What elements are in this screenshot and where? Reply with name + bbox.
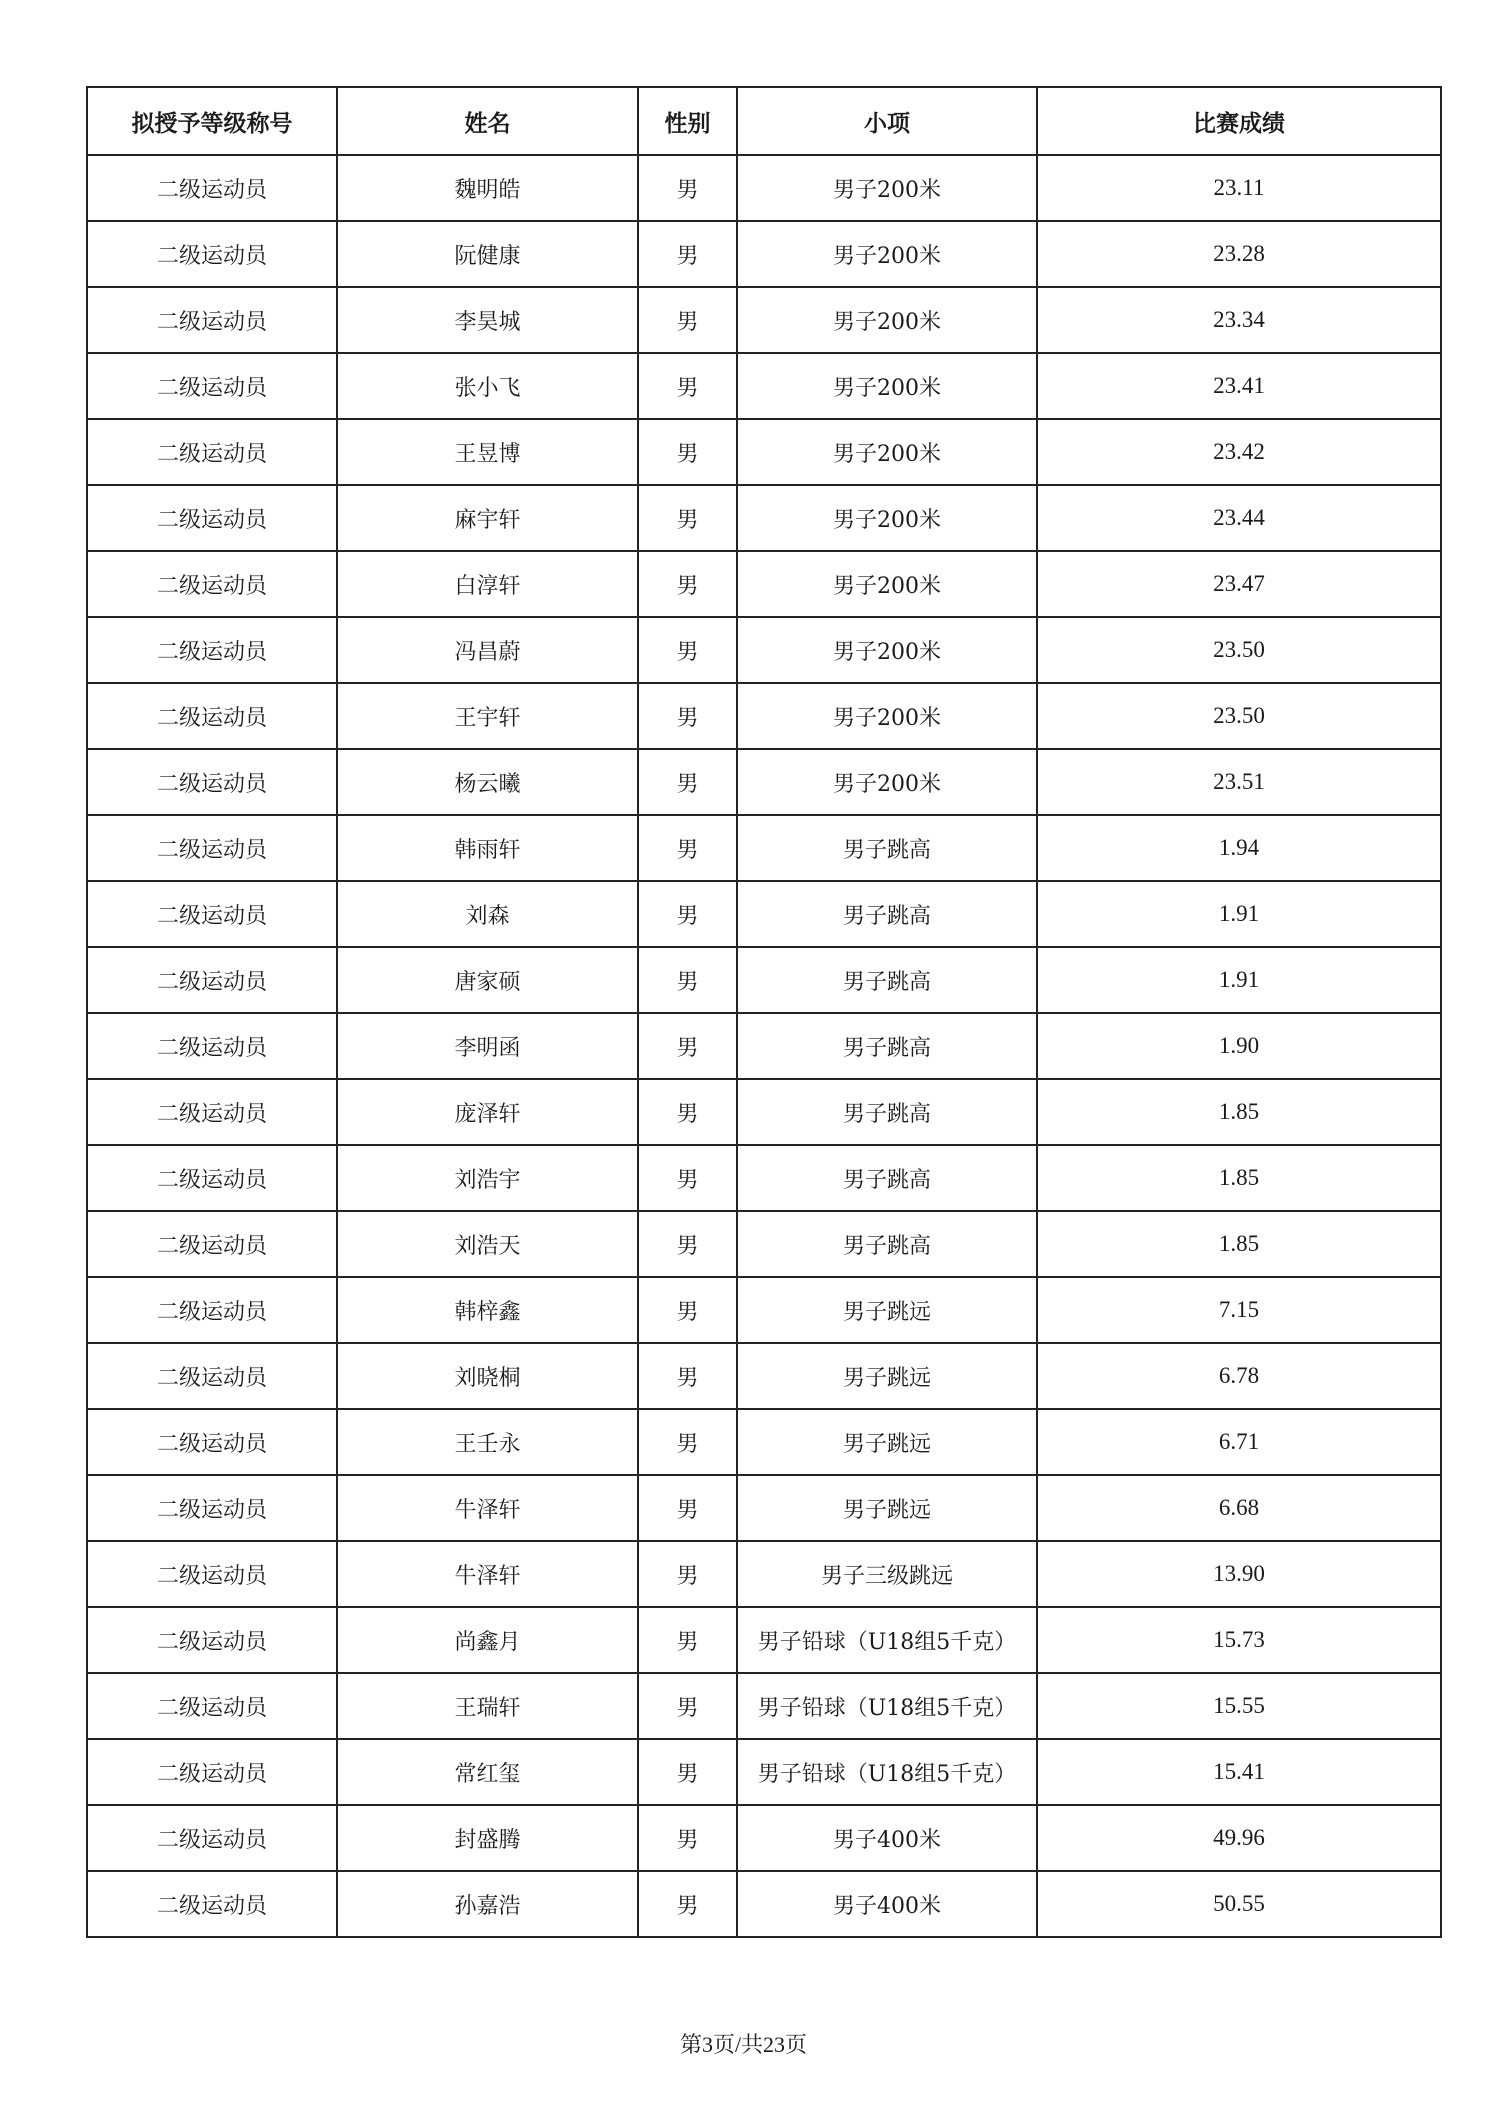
cell-title-level: 二级运动员 xyxy=(87,1211,337,1277)
cell-event: 男子200米 xyxy=(737,683,1037,749)
cell-score: 6.78 xyxy=(1037,1343,1441,1409)
table-row xyxy=(87,815,1441,881)
cell-name: 白淳轩 xyxy=(337,551,638,617)
cell-title-level: 二级运动员 xyxy=(87,1541,337,1607)
cell-title-level: 二级运动员 xyxy=(87,221,337,287)
cell-name: 牛泽轩 xyxy=(337,1541,638,1607)
table-row xyxy=(87,947,1441,1013)
cell-name: 王宇轩 xyxy=(337,683,638,749)
cell-event: 男子400米 xyxy=(737,1805,1037,1871)
cell-event: 男子铅球（U18组5千克） xyxy=(737,1673,1037,1739)
cell-gender: 男 xyxy=(638,1673,737,1739)
table-row xyxy=(87,551,1441,617)
cell-gender: 男 xyxy=(638,1739,737,1805)
cell-name: 牛泽轩 xyxy=(337,1475,638,1541)
cell-score: 23.41 xyxy=(1037,353,1441,419)
cell-event: 男子跳高 xyxy=(737,815,1037,881)
cell-name: 李昊城 xyxy=(337,287,638,353)
table-row xyxy=(87,1211,1441,1277)
cell-name: 孙嘉浩 xyxy=(337,1871,638,1937)
cell-title-level: 二级运动员 xyxy=(87,419,337,485)
cell-score: 7.15 xyxy=(1037,1277,1441,1343)
cell-score: 15.73 xyxy=(1037,1607,1441,1673)
cell-title-level: 二级运动员 xyxy=(87,1013,337,1079)
cell-name: 尚鑫月 xyxy=(337,1607,638,1673)
cell-title-level: 二级运动员 xyxy=(87,287,337,353)
cell-score: 1.91 xyxy=(1037,881,1441,947)
cell-event: 男子跳高 xyxy=(737,1079,1037,1145)
cell-gender: 男 xyxy=(638,155,737,221)
cell-name: 庞泽轩 xyxy=(337,1079,638,1145)
cell-score: 6.71 xyxy=(1037,1409,1441,1475)
table-row xyxy=(87,287,1441,353)
cell-score: 1.90 xyxy=(1037,1013,1441,1079)
table-row xyxy=(87,353,1441,419)
table-row xyxy=(87,221,1441,287)
cell-gender: 男 xyxy=(638,221,737,287)
table-row xyxy=(87,1805,1441,1871)
cell-event: 男子400米 xyxy=(737,1871,1037,1937)
cell-gender: 男 xyxy=(638,419,737,485)
cell-score: 23.50 xyxy=(1037,683,1441,749)
cell-score: 1.85 xyxy=(1037,1079,1441,1145)
cell-title-level: 二级运动员 xyxy=(87,1409,337,1475)
table-row xyxy=(87,749,1441,815)
cell-event: 男子200米 xyxy=(737,221,1037,287)
cell-gender: 男 xyxy=(638,353,737,419)
cell-event: 男子跳高 xyxy=(737,881,1037,947)
cell-score: 23.28 xyxy=(1037,221,1441,287)
table-header-row xyxy=(87,87,1441,155)
cell-score: 13.90 xyxy=(1037,1541,1441,1607)
table-row xyxy=(87,1871,1441,1937)
table-row xyxy=(87,683,1441,749)
cell-event: 男子跳高 xyxy=(737,1145,1037,1211)
table-row xyxy=(87,881,1441,947)
cell-name: 杨云曦 xyxy=(337,749,638,815)
cell-name: 常红玺 xyxy=(337,1739,638,1805)
cell-gender: 男 xyxy=(638,1079,737,1145)
cell-event: 男子200米 xyxy=(737,485,1037,551)
cell-event: 男子跳远 xyxy=(737,1475,1037,1541)
cell-title-level: 二级运动员 xyxy=(87,881,337,947)
cell-gender: 男 xyxy=(638,485,737,551)
cell-name: 刘森 xyxy=(337,881,638,947)
cell-gender: 男 xyxy=(638,1145,737,1211)
cell-name: 刘浩天 xyxy=(337,1211,638,1277)
cell-score: 23.11 xyxy=(1037,155,1441,221)
cell-event: 男子跳高 xyxy=(737,947,1037,1013)
cell-gender: 男 xyxy=(638,881,737,947)
cell-title-level: 二级运动员 xyxy=(87,1475,337,1541)
table-row xyxy=(87,1475,1441,1541)
cell-name: 王昱博 xyxy=(337,419,638,485)
cell-event: 男子跳远 xyxy=(737,1409,1037,1475)
cell-event: 男子三级跳远 xyxy=(737,1541,1037,1607)
cell-gender: 男 xyxy=(638,287,737,353)
cell-title-level: 二级运动员 xyxy=(87,683,337,749)
cell-score: 49.96 xyxy=(1037,1805,1441,1871)
cell-title-level: 二级运动员 xyxy=(87,1607,337,1673)
cell-gender: 男 xyxy=(638,1013,737,1079)
cell-event: 男子200米 xyxy=(737,749,1037,815)
cell-score: 23.51 xyxy=(1037,749,1441,815)
cell-score: 15.41 xyxy=(1037,1739,1441,1805)
table-row xyxy=(87,1343,1441,1409)
cell-title-level: 二级运动员 xyxy=(87,551,337,617)
cell-title-level: 二级运动员 xyxy=(87,1277,337,1343)
header-score: 比赛成绩 xyxy=(1037,87,1441,155)
cell-name: 魏明皓 xyxy=(337,155,638,221)
cell-event: 男子200米 xyxy=(737,287,1037,353)
cell-gender: 男 xyxy=(638,1871,737,1937)
header-title-level: 拟授予等级称号 xyxy=(87,87,337,155)
cell-event: 男子200米 xyxy=(737,617,1037,683)
cell-gender: 男 xyxy=(638,1541,737,1607)
cell-title-level: 二级运动员 xyxy=(87,947,337,1013)
cell-name: 冯昌蔚 xyxy=(337,617,638,683)
cell-score: 23.34 xyxy=(1037,287,1441,353)
cell-score: 23.50 xyxy=(1037,617,1441,683)
table-row xyxy=(87,1673,1441,1739)
cell-title-level: 二级运动员 xyxy=(87,1343,337,1409)
cell-title-level: 二级运动员 xyxy=(87,1145,337,1211)
table-row xyxy=(87,1541,1441,1607)
cell-score: 1.85 xyxy=(1037,1145,1441,1211)
cell-event: 男子跳远 xyxy=(737,1277,1037,1343)
cell-name: 韩雨轩 xyxy=(337,815,638,881)
header-name: 姓名 xyxy=(337,87,638,155)
cell-gender: 男 xyxy=(638,617,737,683)
table-row xyxy=(87,1277,1441,1343)
cell-title-level: 二级运动员 xyxy=(87,1739,337,1805)
table-row xyxy=(87,1079,1441,1145)
cell-title-level: 二级运动员 xyxy=(87,617,337,683)
cell-event: 男子跳远 xyxy=(737,1343,1037,1409)
table-row xyxy=(87,485,1441,551)
cell-score: 50.55 xyxy=(1037,1871,1441,1937)
results-table xyxy=(86,86,1442,1938)
cell-title-level: 二级运动员 xyxy=(87,353,337,419)
cell-event: 男子200米 xyxy=(737,551,1037,617)
cell-name: 韩梓鑫 xyxy=(337,1277,638,1343)
cell-score: 1.94 xyxy=(1037,815,1441,881)
cell-title-level: 二级运动员 xyxy=(87,1805,337,1871)
cell-gender: 男 xyxy=(638,551,737,617)
table-row xyxy=(87,419,1441,485)
cell-gender: 男 xyxy=(638,947,737,1013)
header-event: 小项 xyxy=(737,87,1037,155)
cell-name: 李明函 xyxy=(337,1013,638,1079)
cell-event: 男子200米 xyxy=(737,353,1037,419)
cell-event: 男子跳高 xyxy=(737,1013,1037,1079)
cell-score: 1.85 xyxy=(1037,1211,1441,1277)
cell-name: 王壬永 xyxy=(337,1409,638,1475)
table-row xyxy=(87,1013,1441,1079)
cell-event: 男子跳高 xyxy=(737,1211,1037,1277)
table-row xyxy=(87,1145,1441,1211)
cell-gender: 男 xyxy=(638,1277,737,1343)
cell-gender: 男 xyxy=(638,1343,737,1409)
cell-score: 6.68 xyxy=(1037,1475,1441,1541)
cell-gender: 男 xyxy=(638,815,737,881)
cell-name: 阮健康 xyxy=(337,221,638,287)
cell-score: 1.91 xyxy=(1037,947,1441,1013)
header-gender: 性别 xyxy=(638,87,737,155)
cell-name: 唐家硕 xyxy=(337,947,638,1013)
table-body xyxy=(87,155,1441,1937)
cell-title-level: 二级运动员 xyxy=(87,1079,337,1145)
cell-title-level: 二级运动员 xyxy=(87,815,337,881)
cell-score: 23.44 xyxy=(1037,485,1441,551)
cell-title-level: 二级运动员 xyxy=(87,485,337,551)
cell-score: 15.55 xyxy=(1037,1673,1441,1739)
cell-title-level: 二级运动员 xyxy=(87,749,337,815)
cell-name: 刘晓桐 xyxy=(337,1343,638,1409)
cell-name: 张小飞 xyxy=(337,353,638,419)
page-number: 第3页/共23页 xyxy=(679,2032,808,2057)
cell-title-level: 二级运动员 xyxy=(87,1871,337,1937)
cell-name: 刘浩宇 xyxy=(337,1145,638,1211)
cell-name: 麻宇轩 xyxy=(337,485,638,551)
cell-score: 23.42 xyxy=(1037,419,1441,485)
cell-gender: 男 xyxy=(638,1409,737,1475)
cell-event: 男子铅球（U18组5千克） xyxy=(737,1607,1037,1673)
cell-score: 23.47 xyxy=(1037,551,1441,617)
cell-name: 封盛腾 xyxy=(337,1805,638,1871)
cell-gender: 男 xyxy=(638,1475,737,1541)
table-row xyxy=(87,1607,1441,1673)
cell-title-level: 二级运动员 xyxy=(87,155,337,221)
cell-title-level: 二级运动员 xyxy=(87,1673,337,1739)
cell-gender: 男 xyxy=(638,1805,737,1871)
cell-gender: 男 xyxy=(638,1607,737,1673)
table-row xyxy=(87,155,1441,221)
table-row xyxy=(87,1739,1441,1805)
cell-event: 男子200米 xyxy=(737,155,1037,221)
cell-event: 男子铅球（U18组5千克） xyxy=(737,1739,1037,1805)
cell-gender: 男 xyxy=(638,1211,737,1277)
table-row xyxy=(87,617,1441,683)
table-row xyxy=(87,1409,1441,1475)
cell-event: 男子200米 xyxy=(737,419,1037,485)
cell-gender: 男 xyxy=(638,749,737,815)
cell-gender: 男 xyxy=(638,683,737,749)
cell-name: 王瑞轩 xyxy=(337,1673,638,1739)
